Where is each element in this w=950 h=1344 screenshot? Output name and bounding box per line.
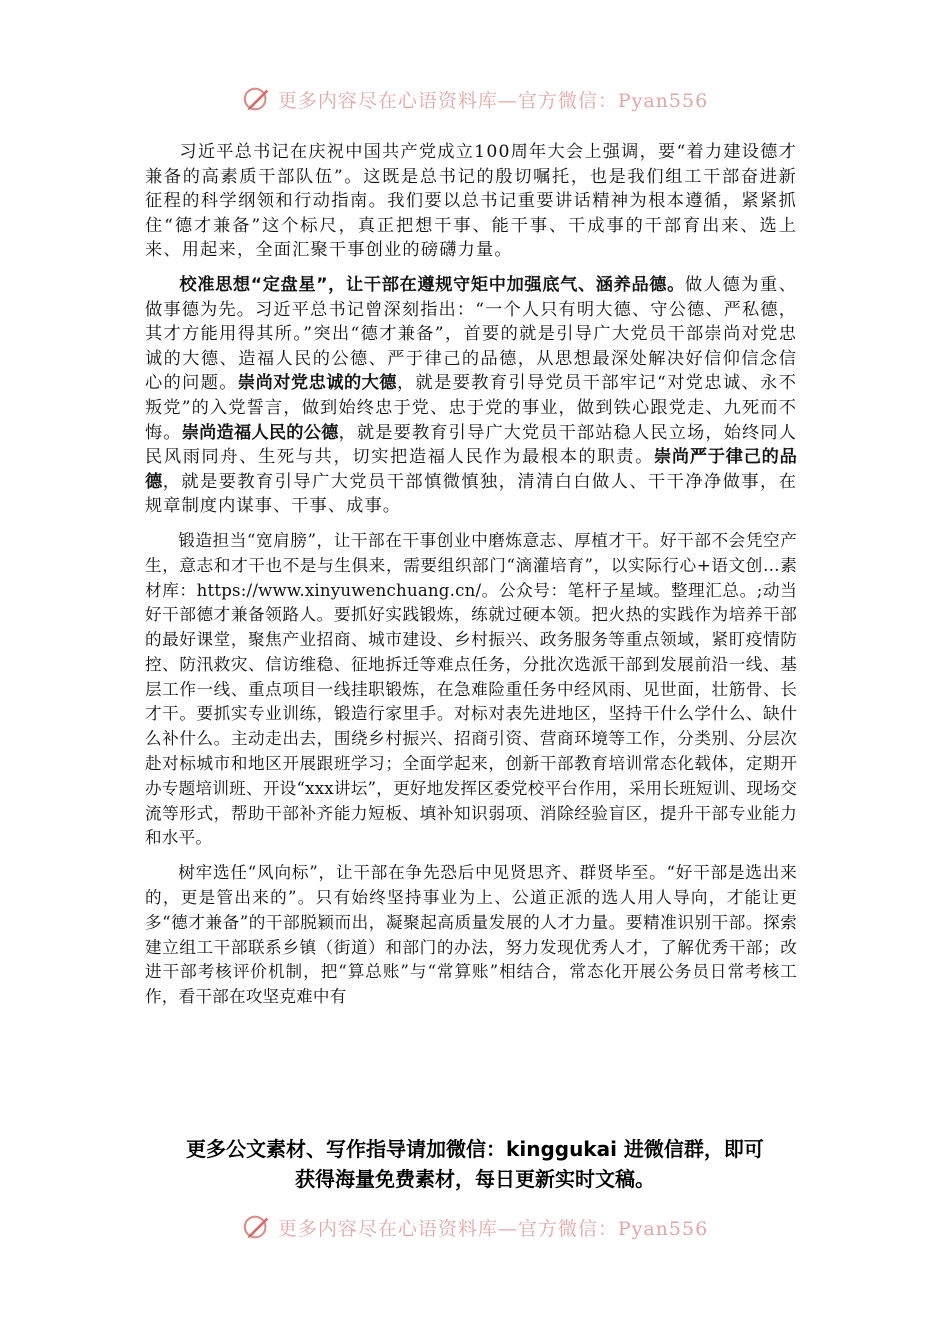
document-body [145, 140, 797, 1010]
section-heading-moral: 校准思想“定盘星”，让干部在遵规守矩中加强底气、涵养品德。 [179, 274, 685, 295]
paragraph-training: 锻造担当“宽肩膀”，让干部在干事创业中磨炼意志、厚植才干。好干部不会凭空产生，意志和才干也不是与生俱来，需要组织部门“滴灌培育”，以实际行心+语文创…素材库：https://www.xinyuwenchuang.cn/。公众号：笔杆子星域。整理汇总。;动当好干部德才兼备领路人。要抓好实践锻炼，练就过硬本领。把火热的实践作为培养干部的最好课堂，聚焦产业招商、城市建设、乡村振兴、政务服务等重点领域，紧盯疫情防控、防汛救灾、信访维稳、征地拆迁等难点任务，分批次选派干部到发展前沿一线、基层工作一线、重点项目一线挂职锻炼，在急难险重任务中经风雨、见世面，壮筋骨、长才干。要抓实专业训练，锻造行家里手。对标对表先进地区，坚持干什么学什么、缺什么补什么。主动走出去，围绕乡村振兴、招商引资、营商环境等工作，分类别、分层次赴对标城市和地区开展跟班学习；全面学起来，创新干部教育培训常态化载体，定期开办专题培训班、开设“xxx讲坛”，更好地发挥区委党校平台作用，采用长班短训、现场交流等形式，帮助干部补齐能力短板、填补知识弱项、消除经验盲区，提升干部专业能力和水平。 [145, 530, 797, 848]
promo-footer [0, 1134, 950, 1194]
paragraph-moral [145, 273, 797, 519]
watermark-text: 更多内容尽在心语资料库—官方微信：Pyan556 [277, 1217, 709, 1240]
pen-logo-icon [242, 84, 272, 114]
watermark-header [0, 84, 950, 120]
text-span: ，就是要教育引导广大党员干部站稳人民立场，始终同人民风雨同舟、生死与共，切实把造福人民作为最根本的职责。 [145, 422, 797, 468]
text-span: 做人德为重、做事德为先。习近平总书记曾深刻指出：“一个人只有明大德、守公德、严私德，其才方能用得其所。”突出“德才兼备”，首要的就是引导广大党员干部崇尚对党忠诚的大德、造福人民的公德、严于律己的品德，从思想最深处解决好信仰信念信心的问题。 [145, 274, 797, 394]
promo-line-1: 更多公文素材、写作指导请加微信：kinggukai 进微信群，即可 [186, 1137, 764, 1161]
emphasis-self-discipline: 崇尚严于律己的品德 [145, 447, 797, 492]
pen-logo-icon [242, 1212, 272, 1242]
watermark-text: 更多内容尽在心语资料库—官方微信：Pyan556 [277, 89, 709, 112]
emphasis-people: 崇尚造福人民的公德 [181, 422, 339, 443]
watermark-footer [0, 1212, 950, 1248]
text-span: ，就是要教育引导党员干部牢记“对党忠诚、永不叛党”的入党誓言，做到始终忠于党、忠于党的事业，做到铁心跟党走、九死而不悔。 [145, 373, 797, 443]
emphasis-loyalty: 崇尚对党忠诚的大德 [237, 373, 397, 394]
promo-line-2: 获得海量免费素材，每日更新实时文稿。 [295, 1167, 655, 1191]
paragraph-intro: 习近平总书记在庆祝中国共产党成立100周年大会上强调，要“着力建设德才兼备的高素质干部队伍”。这既是总书记的殷切嘱托，也是我们组工干部奋进新征程的科学纲领和行动指南。我们要以总书记重要讲话精神为根本遵循，紧紧抓住“德才兼备”这个标尺，真正把想干事、能干事、干成事的干部育出来、选上来、用起来，全面汇聚干事创业的磅礴力量。 [145, 142, 797, 261]
paragraph-selection: 树牢选任“风向标”，让干部在争先恐后中见贤思齐、群贤毕至。“好干部是选出来的，更是管出来的”。只有始终坚持事业为上、公道正派的选人用人导向，才能让更多“德才兼备”的干部脱颖而出，凝聚起高质量发展的人才力量。要精准识别干部。探索建立组工干部联系乡镇（街道）和部门的办法，努力发现优秀人才，了解优秀干部；改进干部考核评价机制，把“算总账”与“常算账”相结合，常态化开展公务员日常考核工作，看干部在攻坚克难中有 [145, 863, 797, 1007]
text-span: ，就是要教育引导广大党员干部慎微慎独，清清白白做人、干干净净做事，在规章制度内谋事、干事、成事。 [145, 471, 797, 517]
